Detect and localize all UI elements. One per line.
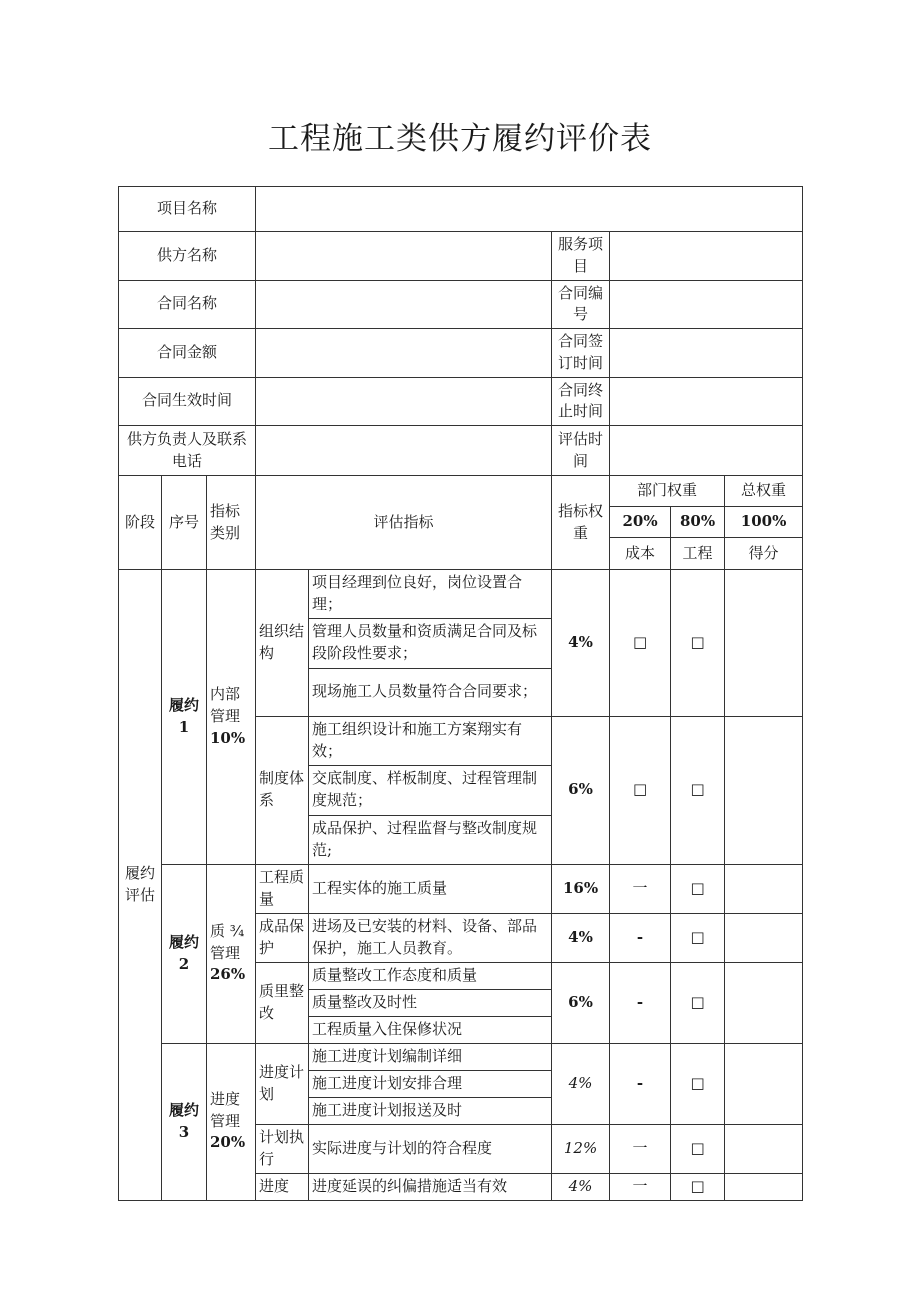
weight-value: 4% <box>552 1043 610 1124</box>
sub-category: 计划执行 <box>256 1124 309 1173</box>
stage-label: 履约评估 <box>119 570 162 1201</box>
cost-mark: - <box>610 1043 671 1124</box>
score-cell[interactable] <box>725 962 803 1043</box>
info-row <box>119 232 803 281</box>
eval-date-label: 评估时间 <box>552 426 610 476</box>
cost-checkbox[interactable]: □ <box>610 716 671 864</box>
indicator-item: 工程质量入住保修状况 <box>309 1016 552 1043</box>
indicator-item: 质量整改及时性 <box>309 989 552 1016</box>
effective-date-value[interactable] <box>256 377 552 426</box>
score-cell[interactable] <box>725 864 803 913</box>
indicator-item: 管理人员数量和资质满足合同及标段阶段性要求； <box>309 618 552 668</box>
table-row <box>119 570 803 619</box>
end-date-label: 合同终止时间 <box>552 377 610 426</box>
eng-checkbox[interactable]: □ <box>671 1173 725 1200</box>
category-header: 指标类别 <box>207 476 256 570</box>
stage-header: 阶段 <box>119 476 162 570</box>
score-cell[interactable] <box>725 716 803 864</box>
eng-checkbox[interactable]: □ <box>671 962 725 1043</box>
score-header: 得分 <box>725 538 803 570</box>
indicator-item: 进场及已安装的材料、设备、部品保护，施工人员教育。 <box>309 913 552 962</box>
sign-date-label: 合同签订时间 <box>552 329 610 378</box>
weight-value: 4% <box>552 913 610 962</box>
eng-checkbox[interactable]: □ <box>671 913 725 962</box>
header-row <box>119 476 803 507</box>
cost-mark: 一 <box>610 864 671 913</box>
info-row <box>119 329 803 378</box>
contract-name-label: 合同名称 <box>119 280 256 329</box>
indicator-header: 评估指标 <box>256 476 552 570</box>
info-row <box>119 377 803 426</box>
indicator-item: 现场施工人员数量符合合同要求； <box>309 668 552 716</box>
evaluation-table <box>118 186 803 1201</box>
sub-category: 质里整改 <box>256 962 309 1043</box>
info-row <box>119 280 803 329</box>
sign-date-value[interactable] <box>610 329 803 378</box>
cost-mark: - <box>610 913 671 962</box>
sub-category: 进度计划 <box>256 1043 309 1124</box>
sub-category: 进度 <box>256 1173 309 1200</box>
eng-header: 工程 <box>671 538 725 570</box>
score-cell[interactable] <box>725 1173 803 1200</box>
cost-mark: - <box>610 962 671 1043</box>
weight-value: 6% <box>552 716 610 864</box>
eng-checkbox[interactable]: □ <box>671 1124 725 1173</box>
weight-value: 4% <box>552 570 610 717</box>
weight-header: 指标权重 <box>552 476 610 570</box>
indicator-item: 施工进度计划编制详细 <box>309 1043 552 1070</box>
eng-checkbox[interactable]: □ <box>671 716 725 864</box>
indicator-item: 进度延误的纠偏措施适当有效 <box>309 1173 552 1200</box>
end-date-value[interactable] <box>610 377 803 426</box>
contract-no-value[interactable] <box>610 280 803 329</box>
eng-checkbox[interactable]: □ <box>671 570 725 717</box>
score-cell[interactable] <box>725 570 803 717</box>
sub-category: 组织结构 <box>256 570 309 717</box>
supplier-name-label: 供方名称 <box>119 232 256 281</box>
group-category: 内部管理 10% <box>207 570 256 865</box>
weight-value: 4% <box>552 1173 610 1200</box>
project-name-value[interactable] <box>256 187 803 232</box>
service-item-value[interactable] <box>610 232 803 281</box>
group-seq: 履约 2 <box>162 864 207 1043</box>
service-item-label: 服务项目 <box>552 232 610 281</box>
weight-value: 6% <box>552 962 610 1043</box>
cost-checkbox[interactable]: □ <box>610 570 671 717</box>
cost-mark: 一 <box>610 1173 671 1200</box>
eng-checkbox[interactable]: □ <box>671 864 725 913</box>
group-category: 质 ¾ 管理 26% <box>207 864 256 1043</box>
sub-category: 制度体系 <box>256 716 309 864</box>
weight-value: 12% <box>552 1124 610 1173</box>
indicator-item: 工程实体的施工质量 <box>309 864 552 913</box>
seq-header: 序号 <box>162 476 207 570</box>
cost-mark: 一 <box>610 1124 671 1173</box>
dept-weight-header: 部门权重 <box>610 476 725 507</box>
contract-name-value[interactable] <box>256 280 552 329</box>
project-name-label: 项目名称 <box>119 187 256 232</box>
eval-date-value[interactable] <box>610 426 803 476</box>
supplier-name-value[interactable] <box>256 232 552 281</box>
supplier-contact-label: 供方负责人及联系电话 <box>119 426 256 476</box>
group-seq: 履约 3 <box>162 1043 207 1200</box>
indicator-item: 施工进度计划报送及时 <box>309 1097 552 1124</box>
effective-date-label: 合同生效时间 <box>119 377 256 426</box>
score-cell[interactable] <box>725 1124 803 1173</box>
contract-amount-value[interactable] <box>256 329 552 378</box>
table-row <box>119 864 803 913</box>
info-row <box>119 187 803 232</box>
sub-category: 成品保护 <box>256 913 309 962</box>
contract-amount-label: 合同金额 <box>119 329 256 378</box>
total-pct: 100% <box>725 507 803 538</box>
sub-category: 工程质量 <box>256 864 309 913</box>
eng-pct: 80% <box>671 507 725 538</box>
cost-header: 成本 <box>610 538 671 570</box>
score-cell[interactable] <box>725 913 803 962</box>
page-title: 工程施工类供方履约评价表 <box>268 121 652 157</box>
group-category: 进度管理 20% <box>207 1043 256 1200</box>
indicator-item: 成品保护、过程监督与整改制度规范; <box>309 815 552 864</box>
weight-value: 16% <box>552 864 610 913</box>
indicator-item: 质量整改工作态度和质量 <box>309 962 552 989</box>
indicator-item: 交底制度、样板制度、过程管理制度规范； <box>309 765 552 815</box>
indicator-item: 实际进度与计划的符合程度 <box>309 1124 552 1173</box>
info-row <box>119 426 803 476</box>
eng-checkbox[interactable]: □ <box>671 1043 725 1124</box>
table-row <box>119 1043 803 1070</box>
contract-no-label: 合同编号 <box>552 280 610 329</box>
score-cell[interactable] <box>725 1043 803 1124</box>
indicator-item: 施工组织设计和施工方案翔实有效； <box>309 716 552 765</box>
cost-pct: 20% <box>610 507 671 538</box>
supplier-contact-value[interactable] <box>256 426 552 476</box>
total-weight-header: 总权重 <box>725 476 803 507</box>
group-seq: 履约 1 <box>162 570 207 865</box>
indicator-item: 项目经理到位良好，岗位设置合理； <box>309 570 552 619</box>
indicator-item: 施工进度计划安排合理 <box>309 1070 552 1097</box>
